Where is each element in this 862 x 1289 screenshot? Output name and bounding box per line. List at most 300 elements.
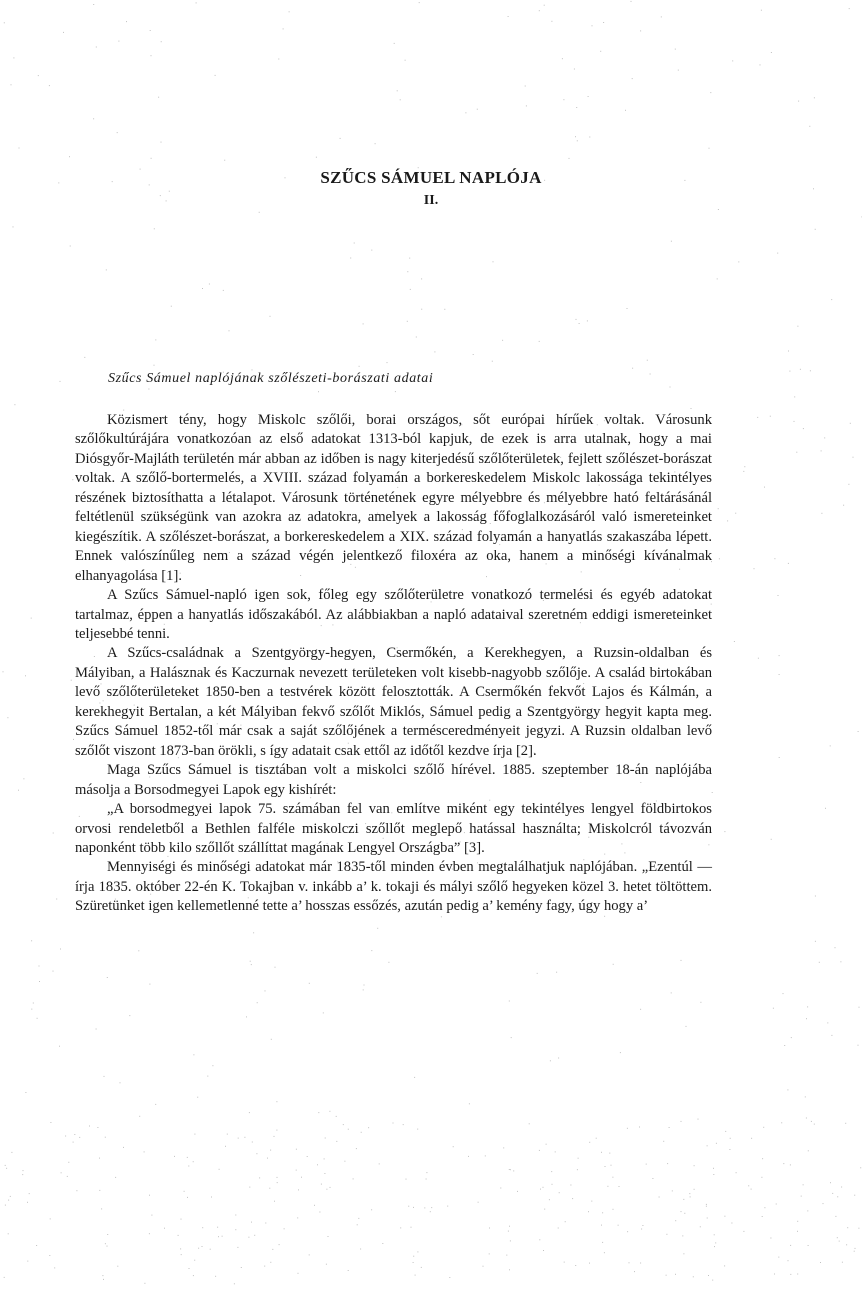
- speckle-dot: [270, 1262, 271, 1263]
- speckle-dot: [556, 972, 557, 973]
- speckle-dot: [444, 309, 445, 310]
- speckle-dot: [736, 1172, 737, 1173]
- speckle-dot: [72, 479, 73, 480]
- speckle-dot: [859, 1007, 860, 1008]
- speckle-dot: [670, 387, 671, 388]
- speckle-dot: [413, 1256, 414, 1257]
- speckle-dot: [13, 226, 14, 227]
- speckle-dot: [409, 258, 410, 259]
- speckle-dot: [417, 1251, 418, 1252]
- speckle-dot: [806, 1118, 807, 1119]
- speckle-dot: [564, 1262, 565, 1263]
- speckle-dot: [823, 1203, 824, 1204]
- speckle-dot: [283, 28, 284, 29]
- speckle-dot: [93, 118, 94, 119]
- paragraph-3: A Szűcs-családnak a Szentgyörgy-hegyen, Csermőkén, a Kerekhegyen, a Ruzsin-oldalban és Mályiban, a Halásznak és Kaczurnak nevezett területeken volt kisebb-nagyobb szőlője. A család birtokában levő szőlőterületeket 1850-ben a testvérek között felosztották. A Csermőkén fekvőt Lajos és Kálmán, a kerekhegyit Bertalan, a két Mályiban fekvő szőlőt Miklós, Sámuel pedig a Szentgyörgy hegyit kapta meg. Szűcs Sámuel 1852-től már csak a saját szőlőjének a termésceredményeit jegyzi. A Ruzsin oldalban levő szőlőt viszont 1873-ban örökli, s így adatait csak ettől az időtől kezdve írja [2].: [75, 645, 712, 759]
- speckle-dot: [107, 1234, 108, 1235]
- speckle-dot: [675, 1220, 676, 1221]
- speckle-dot: [761, 10, 762, 11]
- speckle-dot: [70, 246, 71, 247]
- speckle-dot: [104, 1076, 105, 1077]
- speckle-dot: [161, 41, 162, 42]
- speckle-dot: [682, 1235, 683, 1236]
- speckle-dot: [809, 126, 810, 127]
- speckle-dot: [690, 1196, 691, 1197]
- speckle-dot: [511, 1037, 512, 1038]
- speckle-dot: [424, 1207, 425, 1208]
- speckle-dot: [249, 1112, 250, 1113]
- speckle-dot: [572, 1198, 573, 1199]
- speckle-dot: [543, 1250, 544, 1251]
- speckle-dot: [180, 1248, 181, 1249]
- speckle-dot: [139, 1116, 140, 1117]
- speckle-dot: [627, 1231, 628, 1232]
- speckle-dot: [38, 75, 39, 76]
- speckle-dot: [209, 284, 210, 285]
- speckle-dot: [238, 1138, 239, 1139]
- speckle-dot: [758, 658, 759, 659]
- speckle-dot: [379, 1163, 380, 1164]
- speckle-dot: [67, 1176, 68, 1177]
- speckle-dot: [149, 1233, 150, 1234]
- speckle-dot: [31, 618, 32, 619]
- speckle-dot: [215, 75, 216, 76]
- speckle-dot: [178, 1235, 179, 1236]
- speckle-dot: [11, 1152, 12, 1153]
- speckle-dot: [96, 1029, 97, 1030]
- speckle-dot: [700, 1226, 701, 1227]
- speckle-dot: [683, 1253, 684, 1254]
- speckle-dot: [107, 1246, 108, 1247]
- speckle-dot: [854, 1251, 855, 1252]
- speckle-dot: [241, 1267, 242, 1268]
- speckle-dot: [698, 1119, 699, 1120]
- speckle-dot: [757, 417, 758, 418]
- speckle-dot: [3, 671, 4, 672]
- speckle-dot: [359, 366, 360, 367]
- speckle-dot: [717, 278, 718, 279]
- speckle-dot: [729, 1149, 730, 1150]
- speckle-dot: [591, 1201, 592, 1202]
- speckle-dot: [681, 1121, 682, 1122]
- speckle-dot: [808, 1245, 809, 1246]
- speckle-dot: [277, 1182, 278, 1183]
- speckle-dot: [468, 1156, 469, 1157]
- speckle-dot: [309, 983, 310, 984]
- speckle-dot: [318, 391, 319, 392]
- speckle-dot: [73, 1142, 74, 1143]
- speckle-dot: [217, 1227, 218, 1228]
- speckle-dot: [253, 932, 254, 933]
- speckle-dot: [274, 1201, 275, 1202]
- speckle-dot: [846, 1244, 847, 1245]
- speckle-dot: [803, 428, 804, 429]
- speckle-dot: [634, 1271, 635, 1272]
- speckle-dot: [405, 60, 406, 61]
- speckle-dot: [565, 1221, 566, 1222]
- speckle-dot: [801, 1196, 802, 1197]
- speckle-dot: [551, 21, 552, 22]
- speckle-dot: [706, 1206, 707, 1207]
- speckle-dot: [393, 1123, 394, 1124]
- speckle-dot: [414, 1077, 415, 1078]
- speckle-dot: [751, 1138, 752, 1139]
- speckle-dot: [197, 1097, 198, 1098]
- speckle-dot: [265, 1223, 266, 1224]
- speckle-dot: [259, 1177, 260, 1178]
- speckle-dot: [693, 1276, 694, 1277]
- paragraph-2: A Szűcs Sámuel-napló igen sok, főleg egy szőlőterületre vonatkozó termelési és egyéb adatokat tartalmaz, éppen a hanyatlás időszakából. Az alábbiakban a napló adataival szeretném eddigi ismereteinket teljesebbé tenni.: [75, 587, 712, 642]
- speckle-dot: [277, 1177, 278, 1178]
- speckle-dot: [517, 1191, 518, 1192]
- speckle-dot: [761, 1177, 762, 1178]
- speckle-dot: [7, 717, 8, 718]
- speckle-dot: [158, 97, 159, 98]
- speckle-dot: [296, 1170, 297, 1171]
- speckle-dot: [849, 8, 850, 9]
- speckle-dot: [189, 1268, 190, 1269]
- speckle-dot: [550, 1060, 551, 1061]
- speckle-dot: [413, 1262, 414, 1263]
- speckle-dot: [23, 778, 24, 779]
- speckle-dot: [222, 1236, 223, 1237]
- speckle-dot: [329, 1111, 330, 1112]
- speckle-dot: [318, 1112, 319, 1113]
- speckle-dot: [325, 1138, 326, 1139]
- speckle-dot: [778, 1257, 779, 1258]
- speckle-dot: [652, 1178, 653, 1179]
- speckle-dot: [39, 966, 40, 967]
- speckle-dot: [732, 60, 733, 61]
- speckle-dot: [194, 1134, 195, 1135]
- speckle-dot: [827, 1022, 828, 1023]
- speckle-dot: [99, 1190, 100, 1191]
- speckle-dot: [426, 1179, 427, 1180]
- speckle-dot: [841, 1187, 842, 1188]
- speckle-dot: [640, 1263, 641, 1264]
- speckle-dot: [99, 1158, 100, 1159]
- speckle-dot: [447, 1206, 448, 1207]
- speckle-dot: [417, 1129, 418, 1130]
- speckle-dot: [797, 1231, 798, 1232]
- speckle-dot: [790, 1245, 791, 1246]
- speckle-dot: [187, 1197, 188, 1198]
- speckle-dot: [830, 745, 831, 746]
- speckle-dot: [4, 1277, 5, 1278]
- speckle-dot: [830, 1182, 831, 1183]
- speckle-dot: [473, 354, 474, 355]
- speckle-dot: [815, 229, 816, 230]
- speckle-dot: [202, 1227, 203, 1228]
- speckle-dot: [73, 739, 74, 740]
- speckle-dot: [328, 1236, 329, 1237]
- speckle-dot: [426, 1172, 427, 1173]
- speckle-dot: [421, 309, 422, 310]
- speckle-dot: [344, 1161, 345, 1162]
- speckle-dot: [120, 1082, 121, 1083]
- speckle-dot: [730, 1138, 731, 1139]
- speckle-dot: [708, 1275, 709, 1276]
- speckle-dot: [762, 1158, 763, 1159]
- speckle-dot: [36, 1245, 37, 1246]
- speckle-dot: [348, 1270, 349, 1271]
- speckle-dot: [25, 675, 26, 676]
- speckle-dot: [361, 1132, 362, 1133]
- speckle-dot: [89, 1126, 90, 1127]
- speckle-dot: [395, 391, 396, 392]
- speckle-dot: [798, 101, 799, 102]
- speckle-dot: [69, 156, 70, 157]
- speckle-dot: [601, 1225, 602, 1226]
- speckle-dot: [734, 641, 735, 642]
- speckle-dot: [632, 78, 633, 79]
- speckle-dot: [671, 992, 672, 993]
- speckle-dot: [123, 1147, 124, 1148]
- speckle-dot: [330, 1187, 331, 1188]
- speckle-dot: [161, 142, 162, 143]
- speckle-dot: [689, 1193, 690, 1194]
- speckle-dot: [340, 138, 341, 139]
- speckle-dot: [483, 1266, 484, 1267]
- speckle-dot: [193, 1275, 194, 1276]
- speckle-dot: [169, 191, 170, 192]
- speckle-dot: [485, 1155, 486, 1156]
- speckle-dot: [150, 30, 151, 31]
- speckle-dot: [93, 4, 94, 5]
- speckle-dot: [410, 289, 411, 290]
- speckle-dot: [714, 1234, 715, 1235]
- speckle-dot: [49, 85, 50, 86]
- speckle-dot: [796, 452, 797, 453]
- speckle-dot: [808, 1150, 809, 1151]
- speckle-dot: [65, 1136, 66, 1137]
- speckle-dot: [371, 1209, 372, 1210]
- speckle-dot: [115, 1177, 116, 1178]
- speckle-dot: [59, 1046, 60, 1047]
- speckle-dot: [50, 1122, 51, 1123]
- speckle-dot: [148, 389, 149, 390]
- speckle-dot: [555, 1151, 556, 1152]
- speckle-dot: [842, 1262, 843, 1263]
- speckle-dot: [492, 361, 493, 362]
- speckle-dot: [810, 370, 811, 371]
- speckle-dot: [298, 1273, 299, 1274]
- speckle-dot: [632, 368, 633, 369]
- speckle-dot: [508, 1231, 509, 1232]
- speckle-dot: [539, 341, 540, 342]
- speckle-dot: [76, 1190, 77, 1191]
- speckle-dot: [694, 1189, 695, 1190]
- speckle-dot: [575, 136, 576, 137]
- speckle-dot: [754, 568, 755, 569]
- speckle-dot: [790, 1274, 791, 1275]
- speckle-dot: [854, 1195, 855, 1196]
- speckle-dot: [18, 790, 19, 791]
- speckle-dot: [821, 450, 822, 451]
- speckle-dot: [650, 374, 651, 375]
- speckle-dot: [712, 1280, 713, 1281]
- speckle-dot: [627, 1128, 628, 1129]
- speckle-dot: [144, 1151, 145, 1152]
- speckle-dot: [297, 1217, 298, 1218]
- speckle-dot: [502, 340, 503, 341]
- speckle-dot: [229, 330, 230, 331]
- speckle-dot: [348, 1129, 349, 1130]
- speckle-dot: [377, 928, 378, 929]
- speckle-dot: [787, 1089, 788, 1090]
- speckle-dot: [84, 357, 85, 358]
- speckle-dot: [323, 1012, 324, 1013]
- speckle-dot: [421, 1267, 422, 1268]
- speckle-dot: [276, 1130, 277, 1131]
- speckle-dot: [193, 1161, 194, 1162]
- speckle-dot: [8, 1233, 9, 1234]
- speckle-dot: [675, 1274, 676, 1275]
- speckle-dot: [500, 1188, 501, 1189]
- speckle-dot: [845, 1123, 846, 1124]
- speckle-dot: [631, 1, 632, 2]
- speckle-dot: [707, 1218, 708, 1219]
- speckle-dot: [578, 1158, 579, 1159]
- speckle-dot: [5, 1165, 6, 1166]
- speckle-dot: [797, 1221, 798, 1222]
- speckle-dot: [53, 833, 54, 834]
- speckle-dot: [254, 1235, 255, 1236]
- speckle-dot: [539, 1239, 540, 1240]
- speckle-dot: [620, 1052, 621, 1053]
- speckle-dot: [413, 1207, 414, 1208]
- speckle-dot: [187, 1157, 188, 1158]
- speckle-dot: [407, 321, 408, 322]
- speckle-dot: [37, 1018, 38, 1019]
- speckle-dot: [155, 1104, 156, 1105]
- speckle-dot: [326, 1189, 327, 1190]
- part-number: II.: [423, 193, 439, 208]
- speckle-dot: [618, 1225, 619, 1226]
- speckle-dot: [639, 1127, 640, 1128]
- speckle-dot: [19, 148, 20, 149]
- speckle-dot: [600, 51, 601, 52]
- speckle-dot: [363, 989, 364, 990]
- speckle-dot: [850, 423, 851, 424]
- speckle-dot: [194, 1260, 195, 1261]
- speckle-dot: [607, 1186, 608, 1187]
- speckle-dot: [394, 43, 395, 44]
- speckle-dot: [784, 1045, 785, 1046]
- speckle-dot: [218, 1236, 219, 1237]
- speckle-dot: [430, 1211, 431, 1212]
- speckle-dot: [778, 595, 779, 596]
- speckle-dot: [738, 261, 739, 262]
- speckle-dot: [659, 1197, 660, 1198]
- speckle-dot: [815, 941, 816, 942]
- speckle-dot: [788, 351, 789, 352]
- speckle-dot: [840, 961, 841, 962]
- speckle-dot: [408, 1206, 409, 1207]
- speckle-dot: [605, 1166, 606, 1167]
- speckle-dot: [406, 1179, 407, 1180]
- speckle-dot: [252, 1142, 253, 1143]
- speckle-dot: [820, 1262, 821, 1263]
- speckle-dot: [666, 1234, 667, 1235]
- speckle-dot: [513, 1170, 514, 1171]
- speckle-dot: [151, 158, 152, 159]
- speckle-dot: [559, 1192, 560, 1193]
- paragraph-5-quote: „A borsodmegyei lapok 75. számában fel van említve miként egy tekintélyes lengyel földbirtokos orvosi rendeletből a Bethlen falféle miskolczi szőllőt meglepő hatással használta; Miskolcról távozván naponként több kilo szőllőt szállíttat magának Lengyel Országba” [3].: [75, 801, 712, 856]
- speckle-dot: [847, 1227, 848, 1228]
- speckle-dot: [563, 99, 564, 100]
- speckle-dot: [589, 1263, 590, 1264]
- speckle-dot: [814, 1124, 815, 1125]
- speckle-dot: [237, 1247, 238, 1248]
- speckle-dot: [10, 1196, 11, 1197]
- speckle-dot: [788, 563, 789, 564]
- speckle-dot: [663, 1141, 664, 1142]
- speckle-dot: [835, 947, 836, 948]
- speckle-dot: [184, 1191, 185, 1192]
- speckle-dot: [678, 70, 679, 71]
- speckle-dot: [465, 112, 466, 113]
- speckle-dot: [715, 1242, 716, 1243]
- speckle-dot: [525, 86, 526, 87]
- speckle-dot: [774, 558, 775, 559]
- speckle-dot: [154, 365, 155, 366]
- paragraph-4: Maga Szűcs Sámuel is tisztában volt a miskolci szőlő hírével. 1885. szeptember 18-án naplójába másolja a Borsodmegyei Lapok egy kishírét:: [75, 762, 712, 798]
- speckle-dot: [783, 1163, 784, 1164]
- speckle-dot: [269, 1188, 270, 1189]
- speckle-dot: [227, 1134, 228, 1135]
- speckle-dot: [764, 1207, 765, 1208]
- speckle-dot: [855, 1248, 856, 1249]
- speckle-dot: [858, 1045, 859, 1046]
- speckle-dot: [371, 950, 372, 951]
- speckle-dot: [155, 339, 156, 340]
- speckle-dot: [837, 1237, 838, 1238]
- speckle-dot: [549, 1199, 550, 1200]
- speckle-dot: [353, 1178, 354, 1179]
- speckle-dot: [725, 1131, 726, 1132]
- speckle-dot: [789, 371, 790, 372]
- speckle-dot: [8, 1200, 9, 1201]
- speckle-dot: [724, 831, 725, 832]
- speckle-dot: [627, 308, 628, 309]
- speckle-dot: [719, 558, 720, 559]
- speckle-dot: [316, 157, 317, 158]
- speckle-dot: [709, 148, 710, 149]
- speckle-dot: [326, 1264, 327, 1265]
- speckle-dot: [794, 396, 795, 397]
- speckle-dot: [188, 1166, 189, 1167]
- speckle-dot: [371, 250, 372, 251]
- speckle-dot: [6, 1168, 7, 1169]
- speckle-dot: [675, 49, 676, 50]
- speckle-dot: [779, 655, 780, 656]
- speckle-dot: [22, 1174, 23, 1175]
- speckle-dot: [794, 421, 795, 422]
- speckle-dot: [354, 243, 355, 244]
- speckle-dot: [336, 1116, 337, 1117]
- speckle-dot: [29, 1193, 30, 1194]
- speckle-dot: [11, 84, 12, 85]
- speckle-dot: [387, 362, 388, 363]
- speckle-dot: [509, 1169, 510, 1170]
- speckle-dot: [397, 90, 398, 91]
- speckle-dot: [39, 981, 40, 982]
- speckle-dot: [274, 1136, 275, 1137]
- speckle-dot: [589, 137, 590, 138]
- speckle-dot: [764, 487, 765, 488]
- speckle-dot: [569, 158, 570, 159]
